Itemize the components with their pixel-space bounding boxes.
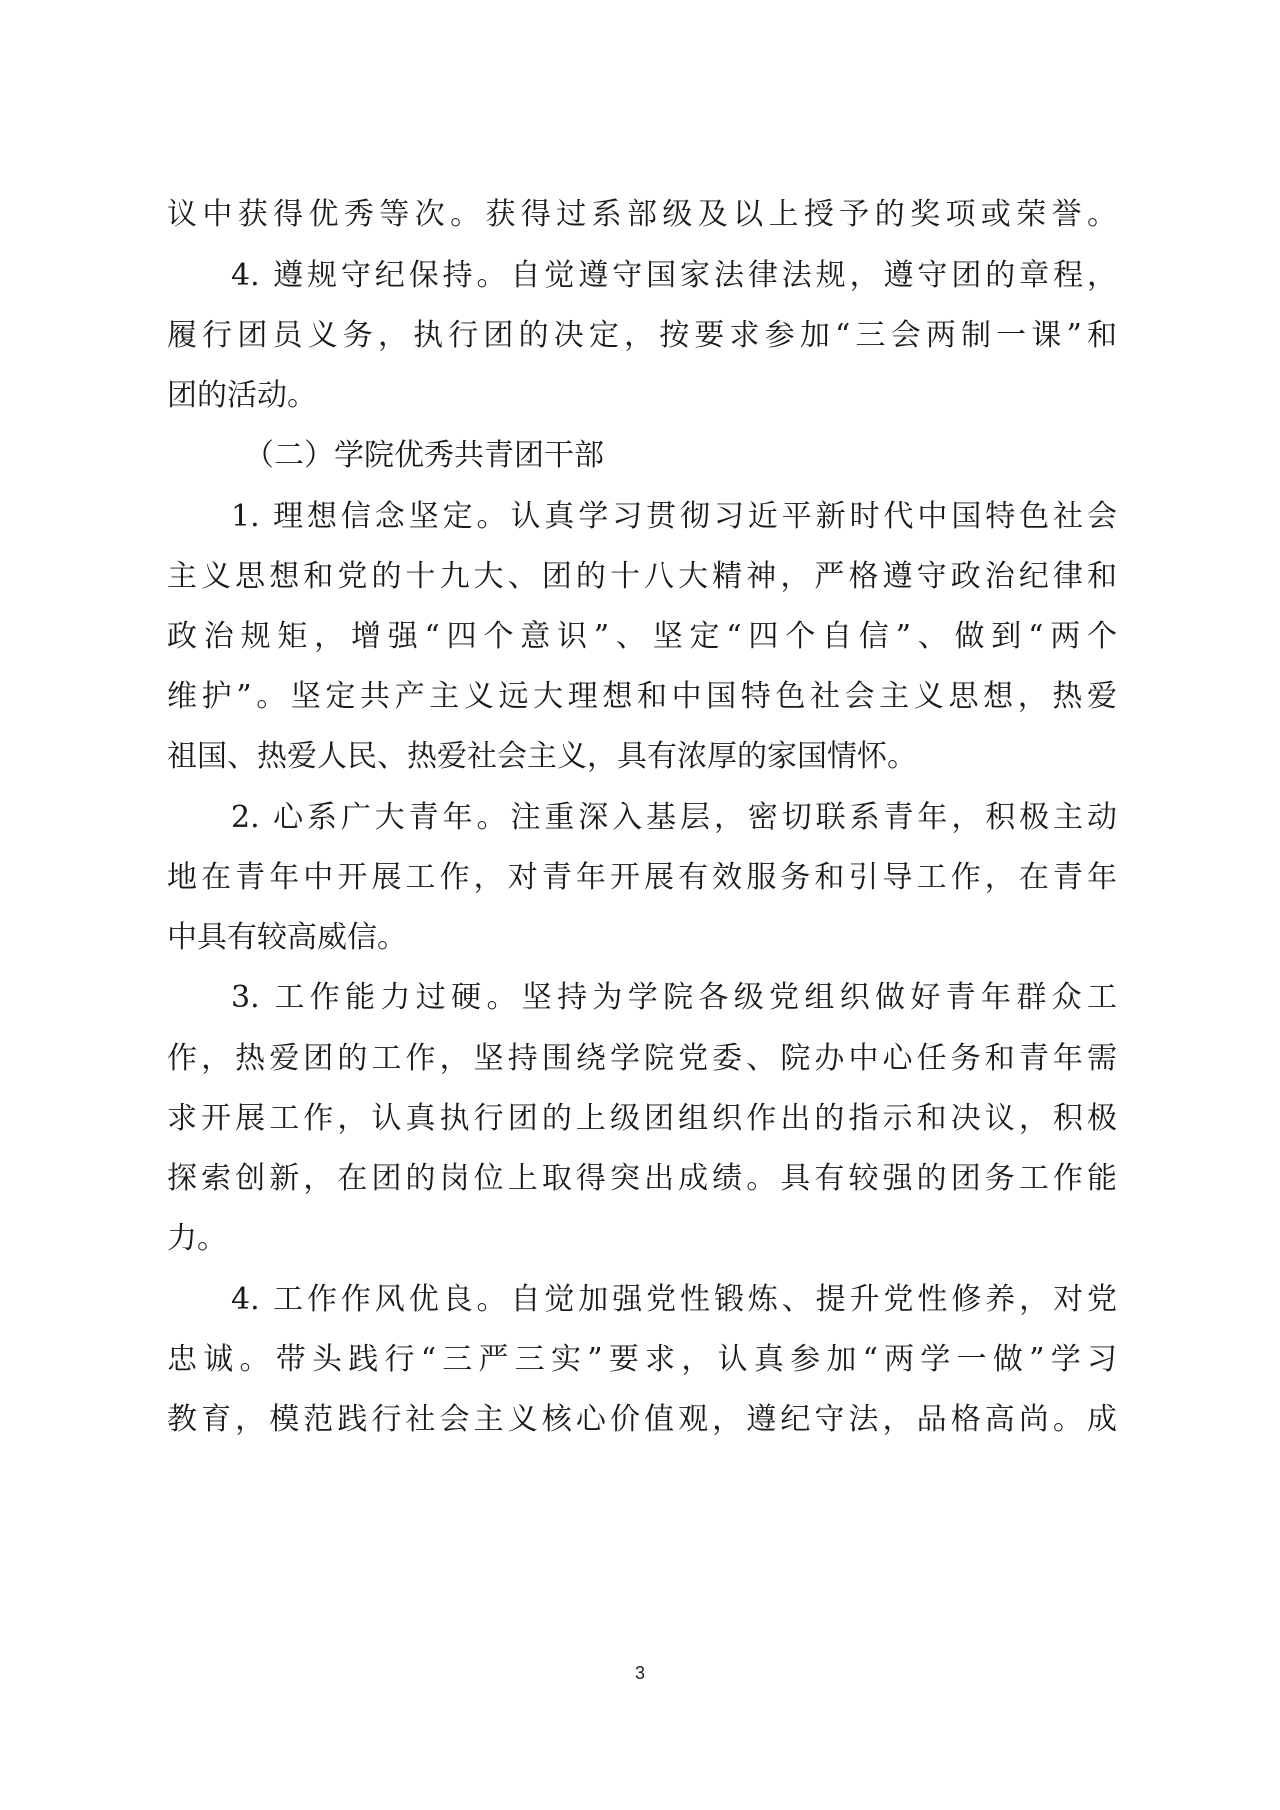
text-line: 议中获得优秀等次。获得过系部级及以上授予的奖项或荣誉。 — [167, 197, 1117, 232]
text-line: 主义思想和党的十九大、团的十八大精神，严格遵守政治纪律和 — [167, 559, 1117, 594]
text-line: 履行团员义务，执行团的决定，按要求参加“三会两制一课”和 — [167, 318, 1117, 353]
text-line: 教育，模范践行社会主义核心价值观，遵纪守法，品格高尚。成 — [167, 1402, 1117, 1437]
page-number: 3 — [634, 1663, 645, 1683]
text-line: 作，热爱团的工作，坚持围绕学院党委、院办中心任务和青年需 — [167, 1041, 1117, 1076]
text-line: 政治规矩，增强“四个意识”、坚定“四个自信”、做到“两个 — [167, 619, 1117, 654]
paragraph-item-4-line: 4. 工作作风优良。自觉加强党性锻炼、提升党性修养，对党 — [231, 1282, 1117, 1317]
text-line: 维护”。坚定共产主义远大理想和中国特色社会主义思想，热爱 — [167, 679, 1117, 714]
text-line: 求开展工作，认真执行团的上级团组织作出的指示和决议，积极 — [167, 1101, 1117, 1136]
paragraph-item-3-line: 3. 工作能力过硬。坚持为学院各级党组织做好青年群众工 — [231, 980, 1117, 1015]
text-line: 团的活动。 — [167, 378, 317, 413]
paragraph-item-2-line: 2. 心系广大青年。注重深入基层，密切联系青年，积极主动 — [231, 800, 1117, 835]
text-line: 中具有较高威信。 — [167, 920, 407, 955]
text-line: 忠诚。带头践行“三严三实”要求，认真参加“两学一做”学习 — [167, 1342, 1117, 1377]
paragraph-item-4-line: 4. 遵规守纪保持。自觉遵守国家法律法规，遵守团的章程， — [231, 258, 1117, 293]
text-line: 祖国、热爱人民、热爱社会主义，具有浓厚的家国情怀。 — [167, 739, 917, 774]
text-line: 地在青年中开展工作，对青年开展有效服务和引导工作，在青年 — [167, 860, 1117, 895]
paragraph-item-1-line: 1. 理想信念坚定。认真学习贯彻习近平新时代中国特色社会 — [231, 499, 1117, 534]
text-line: 力。 — [167, 1221, 227, 1256]
text-line: 探索创新，在团的岗位上取得突出成绩。具有较强的团务工作能 — [167, 1161, 1117, 1196]
section-heading: （二）学院优秀共青团干部 — [244, 438, 604, 473]
